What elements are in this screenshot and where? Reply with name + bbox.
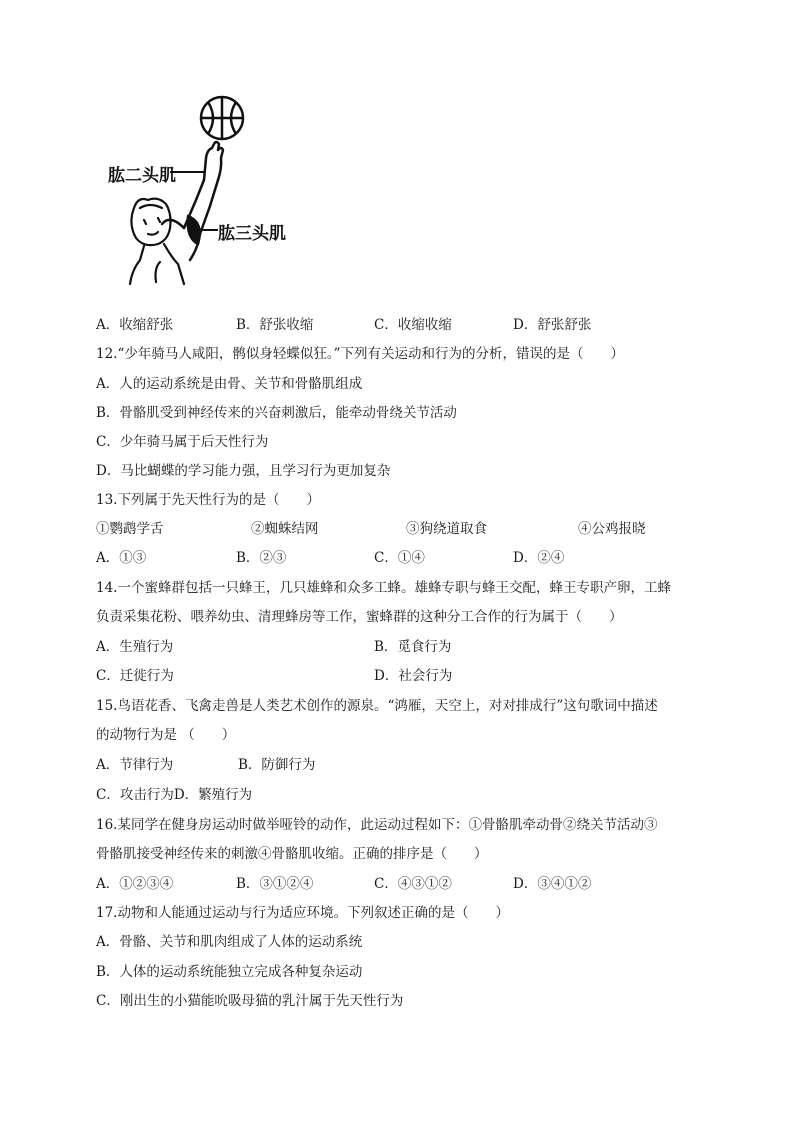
q13-option-d: D．②④ [513,550,565,566]
q14-option-c: C．迁徙行为 [96,668,174,684]
q13-stem: 13.下列属于先天性行为的是（ ） [96,492,320,508]
q11-option-d: D．舒张舒张 [513,317,592,333]
q11-option-a: A．收缩舒张 [96,317,174,333]
q14-option-d: D．社会行为 [374,668,453,684]
arm-illustration [100,88,320,288]
q13-option-a: A．①③ [96,550,147,566]
q15-stem-line1: 15.鸟语花香、飞禽走兽是人类艺术创作的源泉。“鸿雁，天空上，对对排成行”这句歌词中描述 [96,698,658,714]
q16-option-b: B．③①②④ [236,876,314,892]
biceps-label: 肱二头肌 [108,166,176,186]
q12-option-c: C．少年骑马属于后天性行为 [96,434,269,450]
q13-item-2: ②蜘蛛结网 [251,521,319,537]
q11-option-b: B．舒张收缩 [236,317,314,333]
q16-stem-line1: 16.某同学在健身房运动时做举哑铃的动作，此运动过程如下：①骨骼肌牵动骨②绕关节活动③ [96,817,658,833]
q17-option-a: A．骨骼、关节和肌肉组成了人体的运动系统 [96,934,363,950]
q17-stem: 17.动物和人能通过运动与行为适应环境。下列叙述正确的是（ ） [96,905,509,921]
arm-icon [162,142,223,260]
q16-option-a: A．①②③④ [96,876,174,892]
q15-option-a: A．节律行为 [96,757,174,773]
q12-option-a: A．人的运动系统是由骨、关节和骨骼肌组成 [96,376,363,392]
q17-option-c: C．刚出生的小猫能吮吸母猫的乳汁属于先天性行为 [96,993,404,1009]
q13-option-c: C．①④ [374,550,425,566]
q13-item-3: ③狗绕道取食 [406,521,487,537]
q13-item-4: ④公鸡报晓 [578,521,646,537]
basketball-icon [201,97,243,139]
q12-option-b: B．骨骼肌受到神经传来的兴奋刺激后，能牵动骨绕关节活动 [96,405,457,421]
q11-option-c: C．收缩收缩 [374,317,452,333]
q17-option-b: B．人体的运动系统能独立完成各种复杂运动 [96,964,363,980]
q14-stem-line1: 14.一个蜜蜂群包括一只蜂王，几只雄蜂和众多工蜂。雄蜂专职与蜂王交配，蜂王专职产卵，工蜂 [96,580,671,596]
person-icon [130,199,184,284]
q13-option-b: B．②③ [236,550,287,566]
q13-item-1: ①鹦鹉学舌 [96,521,164,537]
arm-muscle-figure [100,88,320,288]
q14-option-b: B．觅食行为 [374,639,452,655]
q14-option-a: A．生殖行为 [96,639,174,655]
q15-option-c-d: C．攻击行为D．繁殖行为 [96,787,253,803]
q14-stem-line2: 负责采集花粉、喂养幼虫、清理蜂房等工作，蜜蜂群的这种分工合作的行为属于（ ） [96,609,623,625]
q12-stem: 12.“少年骑马人咸阳，鹘似身轻蝶似狂。”下列有关运动和行为的分析，错误的是（ ） [96,346,625,362]
triceps-label: 肱三头肌 [218,224,286,244]
q15-option-b: B．防御行为 [238,757,316,773]
q16-option-d: D．③④①② [513,876,592,892]
q16-stem-line2: 骨骼肌接受神经传来的刺激④骨骼肌收缩。正确的排序是（ ） [96,846,488,862]
q15-stem-line2: 的动物行为是 （ ） [96,727,236,743]
q12-option-d: D．马比蝴蝶的学习能力强，且学习行为更加复杂 [96,463,391,479]
q16-option-c: C．④③①② [374,876,452,892]
